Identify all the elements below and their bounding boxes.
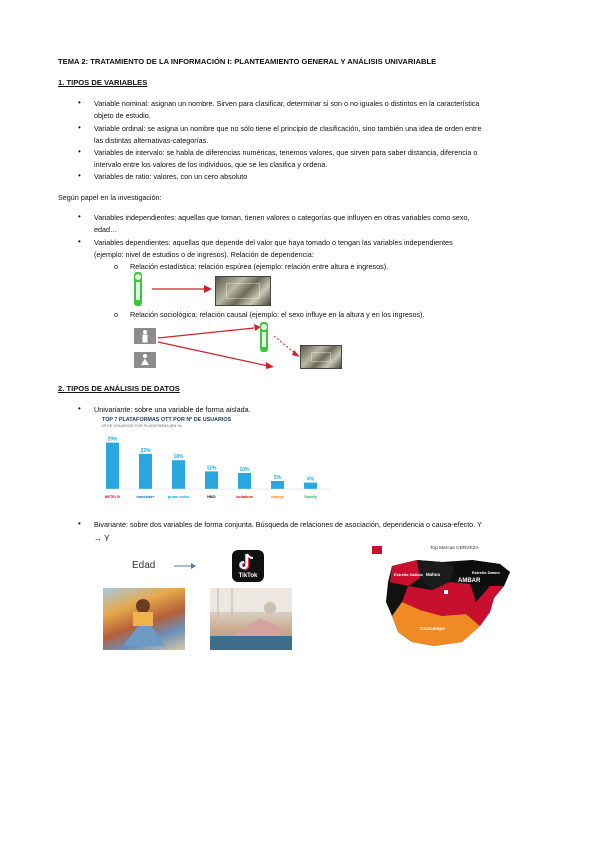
tiktok-logo-icon xyxy=(232,550,264,582)
bullet-interval-line2: intervalo entre los valores de los individuos, que se les clasifica y ordena. xyxy=(94,160,328,169)
female-icon xyxy=(134,352,156,368)
sub-bullet-marker: o xyxy=(114,310,118,319)
chart-value-label: 11% xyxy=(206,465,217,472)
chart-bar xyxy=(238,473,251,489)
bullet-nominal-line1: Variable nominal: asignan un nombre. Sirven para clasificar, determinar si son o no iguales o distintos en la característica xyxy=(94,99,480,108)
map-label: AMBAR xyxy=(458,578,481,584)
chart-category-label: NETFLIX xyxy=(104,495,121,499)
chart-category-label: prime video xyxy=(167,495,190,499)
bullet-bivariate-line2: → Y xyxy=(94,534,110,543)
chart-value-label: 29% xyxy=(107,436,118,443)
bullet-independent-line1: Variables independientes: aquellas que toman, tienen valores o categorías que influyen en otras variables como sexo, xyxy=(94,213,470,222)
chart-bar xyxy=(205,471,218,489)
map-label: Mahou xyxy=(426,572,441,577)
older-person-photo xyxy=(210,588,292,650)
causal-arrows xyxy=(156,320,306,370)
map-label: Estrella Galicia xyxy=(394,572,423,577)
chart-title: TOP 7 PLATAFORMAS OTT POR Nº DE USUARIOS xyxy=(102,417,232,423)
bullet-dot: • xyxy=(78,123,81,132)
section-heading-variables: 1. TIPOS DE VARIABLES xyxy=(58,78,148,87)
chart-bar xyxy=(172,460,185,489)
chart-category-label: vodafone xyxy=(236,495,253,499)
bullet-nominal-line2: objeto de estudio. xyxy=(94,111,151,120)
tiktok-label: TikTok xyxy=(238,573,258,579)
chart-category-label: orange xyxy=(271,495,284,499)
male-icon xyxy=(134,328,156,344)
green-figure-icon xyxy=(130,272,146,306)
young-person-photo xyxy=(103,588,185,650)
paper-intro: Según papel en la investigación: xyxy=(58,193,162,202)
sub-bullet-statistical: Relación estadística: relación espúrea (ejemplo: relación entre altura e ingresos). xyxy=(130,262,389,271)
chart-value-label: 22% xyxy=(140,447,151,454)
bullet-ratio: Variables de ratio: valores, con un cero absoluto xyxy=(94,172,248,181)
bullet-dot: • xyxy=(78,171,81,180)
bullet-dependent-line2: (ejemplo: nivel de estudios o de ingresos). Relación de dependencia: xyxy=(94,250,314,259)
section-heading-analysis: 2. TIPOS DE ANÁLISIS DE DATOS xyxy=(58,384,180,393)
bullet-dot: • xyxy=(78,519,81,528)
chart-bar xyxy=(304,483,317,489)
bullet-bivariate-line1: Bivariante: sobre dos variables de forma conjunta. Búsqueda de relaciones de asociación, dependencia o causa-efecto. Y xyxy=(94,520,482,529)
bullet-dependent-line1: Variables dependientes: aquellas que depende del valor que haya tomado o tengan las variables independientes xyxy=(94,238,453,247)
map-label: Estrella Damm xyxy=(472,570,500,575)
arrow-red xyxy=(152,284,212,294)
edad-label: Edad xyxy=(132,560,156,571)
chart-category-label: Spotify xyxy=(304,495,317,499)
sub-bullet-marker: o xyxy=(114,262,118,271)
chart-category-label: movistar+ xyxy=(136,495,155,499)
bullet-dot: • xyxy=(78,237,81,246)
chart-category-label: HBO xyxy=(207,495,216,499)
map-title: Top Marcas CERVEZA xyxy=(430,546,479,551)
bullet-univariate: Univariante: sobre una variable de forma aislada. xyxy=(94,405,251,414)
chart-value-label: 5% xyxy=(273,475,282,481)
ott-chart xyxy=(100,416,332,508)
chart-value-label: 4% xyxy=(306,476,315,483)
money-image xyxy=(300,345,342,369)
bullet-interval-line1: Variables de intervalo: se habla de diferencias numéricas, tenemos valores, que sirven para saber distancia, diferencia o xyxy=(94,148,478,157)
chart-plot xyxy=(100,416,332,508)
bullet-independent-line2: edad… xyxy=(94,225,118,234)
bullet-dot: • xyxy=(78,147,81,156)
arrow-blue xyxy=(174,562,196,570)
green-figure-icon xyxy=(257,322,271,352)
chart-bar xyxy=(106,443,119,489)
chart-bar xyxy=(139,454,152,489)
bullet-dot: • xyxy=(78,212,81,221)
chart-value-label: 18% xyxy=(173,454,184,461)
bullet-ordinal-line1: Variable ordinal: se asigna un nombre que no sólo tiene el principio de clasificación, sino también una idea de orden entre xyxy=(94,124,482,133)
beer-map xyxy=(372,546,522,652)
chart-bar xyxy=(271,481,284,489)
chart-value-label: 10% xyxy=(239,467,250,473)
chart-subtitle: Nº DE USUARIOS POR PLATAFORMA (EN %) xyxy=(102,424,182,428)
bullet-ordinal-line2: las distintas alternativas-categorías. xyxy=(94,136,209,145)
money-image xyxy=(215,276,271,306)
sub-bullet-sociological: Relación sociológica: relación causal (ejemplo: el sexo influye en la altura y en los ingresos). xyxy=(130,310,425,319)
bullet-dot: • xyxy=(78,404,81,413)
page-title: TEMA 2: TRATAMIENTO DE LA INFORMACIÓN I: PLANTEAMIENTO GENERAL Y ANÁLISIS UNIVARIABLE xyxy=(58,57,437,66)
bullet-dot: • xyxy=(78,98,81,107)
map-label: Cruzcampo xyxy=(420,626,446,631)
